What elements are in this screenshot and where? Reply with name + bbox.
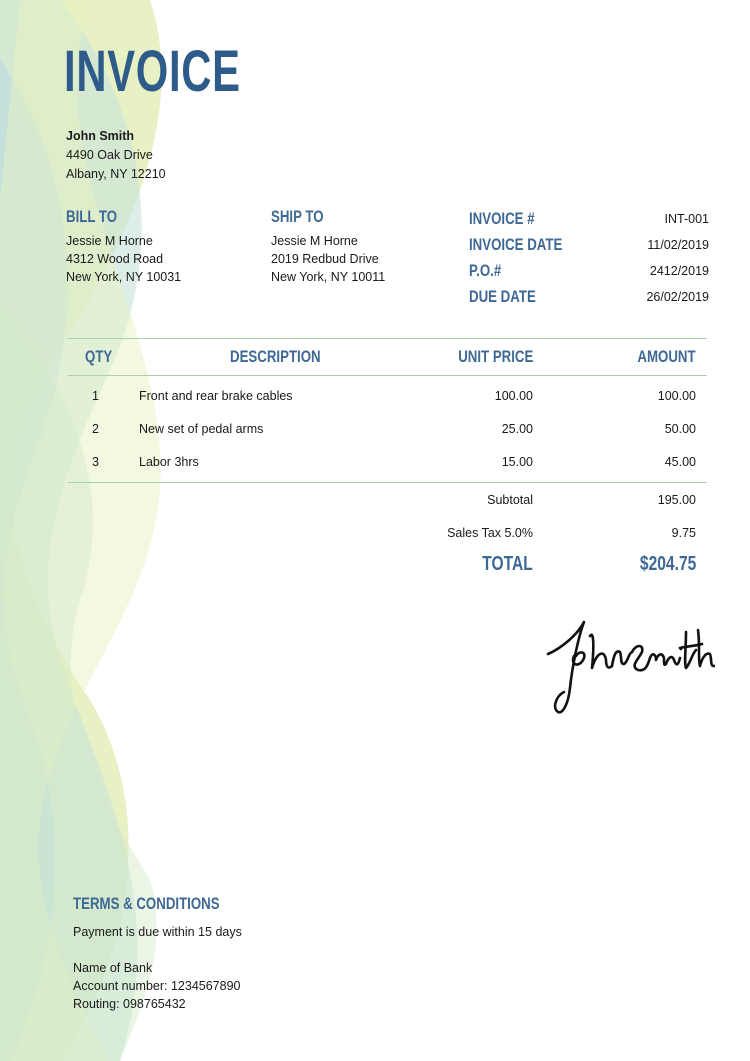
line-items-table bbox=[68, 338, 707, 483]
sender-info bbox=[66, 127, 166, 184]
subtotal-row bbox=[0, 483, 750, 516]
table-row bbox=[68, 412, 707, 445]
row-qty: 3 bbox=[92, 455, 99, 469]
total-row bbox=[0, 549, 750, 582]
tax-label: Sales Tax 5.0% bbox=[447, 526, 533, 540]
meta-value: 11/02/2019 bbox=[647, 238, 709, 252]
row-description: Labor 3hrs bbox=[139, 455, 199, 469]
ship-to-name: Jessie M Horne bbox=[271, 234, 358, 248]
sender-address-line1: 4490 Oak Drive bbox=[66, 148, 153, 162]
sender-name: John Smith bbox=[66, 129, 135, 143]
meta-row-po bbox=[469, 258, 709, 284]
row-description: New set of pedal arms bbox=[139, 422, 264, 436]
ship-to-address-line2: New York, NY 10011 bbox=[271, 270, 386, 284]
row-amount: 100.00 bbox=[657, 389, 696, 403]
invoice-title: INVOICE bbox=[64, 39, 241, 104]
meta-row-invoice-number bbox=[469, 206, 709, 232]
header-unit-price: UNIT PRICE bbox=[457, 347, 533, 366]
terms-block bbox=[73, 893, 261, 1013]
tax-value: 9.75 bbox=[671, 526, 696, 540]
row-description: Front and rear brake cables bbox=[139, 389, 293, 403]
row-qty: 1 bbox=[92, 389, 99, 403]
table-row bbox=[68, 379, 707, 412]
totals-block bbox=[0, 483, 750, 582]
terms-payment: Payment is due within 15 days bbox=[73, 925, 242, 939]
header-amount: AMOUNT bbox=[637, 347, 696, 366]
subtotal-label: Subtotal bbox=[487, 493, 533, 507]
row-qty: 2 bbox=[92, 422, 99, 436]
signature bbox=[540, 608, 715, 718]
ship-to-heading: SHIP TO bbox=[271, 207, 324, 226]
ship-to-block bbox=[271, 206, 385, 286]
bill-to-heading: BILL TO bbox=[66, 207, 118, 226]
header-qty: QTY bbox=[85, 347, 113, 366]
meta-value: INT-001 bbox=[664, 212, 709, 226]
bill-to-block bbox=[66, 206, 181, 286]
terms-heading: TERMS & CONDITIONS bbox=[73, 894, 220, 913]
meta-row-due-date bbox=[469, 284, 709, 310]
bill-to-address-line1: 4312 Wood Road bbox=[66, 252, 164, 266]
total-label: TOTAL bbox=[482, 553, 533, 575]
bill-to-address-line2: New York, NY 10031 bbox=[66, 270, 182, 284]
bank-account: Account number: 1234567890 bbox=[73, 979, 241, 993]
row-amount: 50.00 bbox=[664, 422, 696, 436]
bank-name: Name of Bank bbox=[73, 961, 153, 975]
subtotal-value: 195.00 bbox=[657, 493, 696, 507]
meta-label: INVOICE DATE bbox=[469, 235, 563, 254]
row-unit-price: 25.00 bbox=[501, 422, 533, 436]
meta-label: P.O.# bbox=[469, 261, 502, 280]
header-description: DESCRIPTION bbox=[230, 347, 321, 366]
sender-address-line2: Albany, NY 12210 bbox=[66, 167, 166, 181]
meta-value: 2412/2019 bbox=[649, 264, 709, 278]
invoice-meta bbox=[469, 206, 709, 310]
meta-row-invoice-date bbox=[469, 232, 709, 258]
ship-to-address-line1: 2019 Redbud Drive bbox=[271, 252, 379, 266]
table-body bbox=[68, 376, 707, 483]
row-unit-price: 15.00 bbox=[501, 455, 533, 469]
total-value: $204.75 bbox=[639, 553, 696, 575]
row-unit-price: 100.00 bbox=[494, 389, 533, 403]
meta-value: 26/02/2019 bbox=[646, 290, 709, 304]
bill-to-name: Jessie M Horne bbox=[66, 234, 153, 248]
tax-row bbox=[0, 516, 750, 549]
table-row bbox=[68, 445, 707, 478]
row-amount: 45.00 bbox=[664, 455, 696, 469]
table-header bbox=[68, 338, 707, 376]
bank-routing: Routing: 098765432 bbox=[73, 997, 186, 1011]
meta-label: INVOICE # bbox=[469, 209, 535, 228]
meta-label: DUE DATE bbox=[469, 287, 536, 306]
